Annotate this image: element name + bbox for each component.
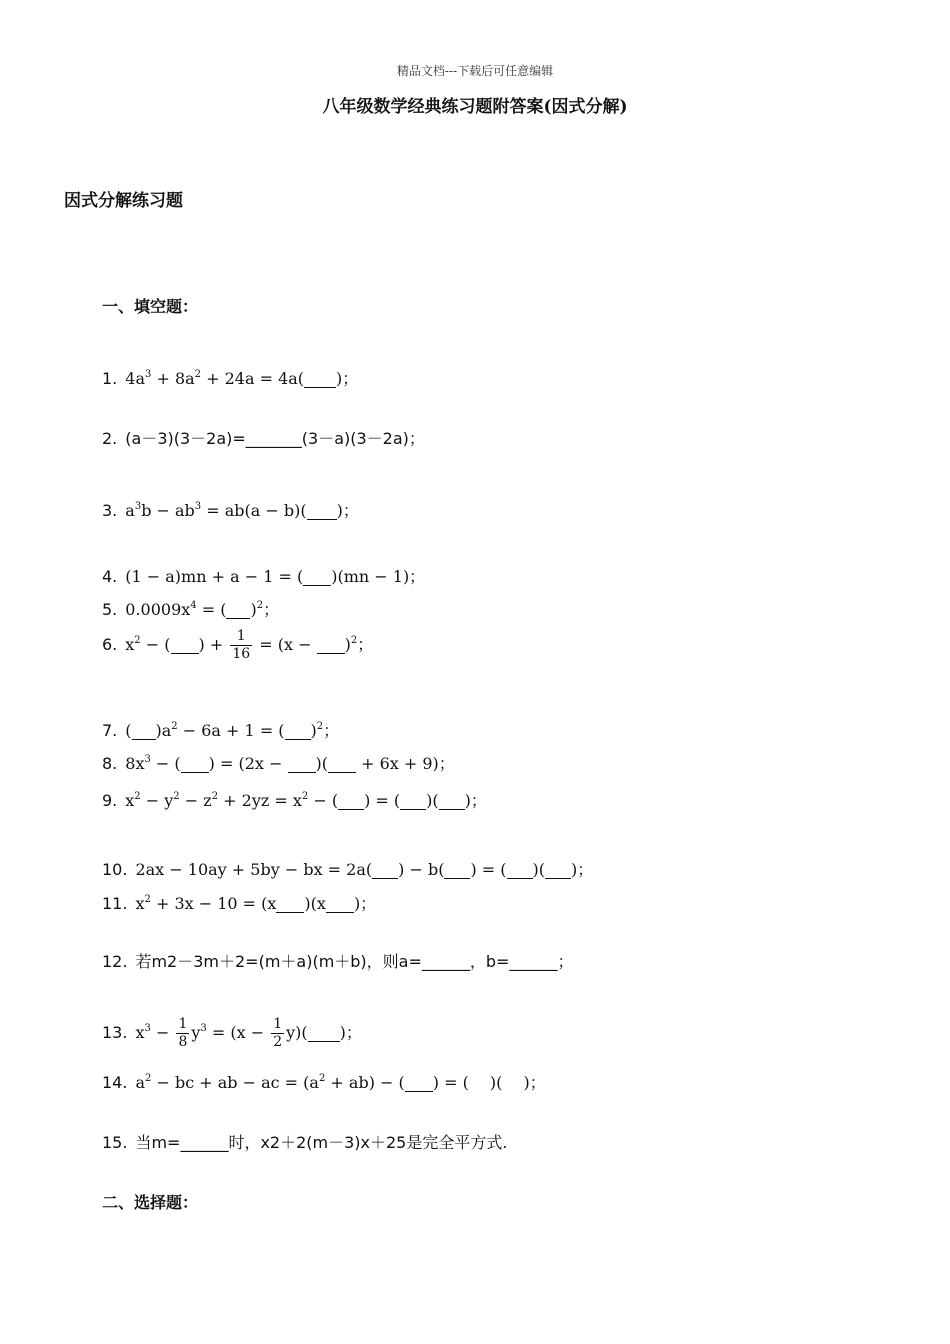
question-14: 14. $a^2$ − bc + ab − ac = $(a^2 + ab)$ − ( ) = ( )( )； (102, 1073, 546, 1092)
question-1: 1. $4a^3 + 8a^2 + 24a = 4a$( )； (102, 369, 359, 388)
answer-blank[interactable] (507, 861, 533, 879)
answer-blank[interactable] (400, 792, 426, 810)
question-4: 4. (1 − a)mn + a − 1 = ( )(mn − 1)； (102, 567, 426, 586)
page-title: 八年级数学经典练习题附答案(因式分解) (322, 97, 628, 117)
answer-blank[interactable] (304, 370, 336, 388)
question-9: 9. $x^2 - y^2 - z^2 + 2yz = x^2$ − ( ) = ( )( )； (102, 791, 487, 810)
answer-blank[interactable] (444, 861, 470, 879)
answer-blank[interactable] (181, 755, 209, 773)
subtitle: 因式分解练习题 (64, 191, 183, 211)
question-8: 8. $8x^3$ − ( ) = (2x − )( + 6x + 9)； (102, 754, 455, 773)
answer-blank[interactable] (276, 895, 304, 913)
question-2: 2. (a－3)(3－2a)=_______(3－a)(3－2a)； (102, 429, 425, 448)
answer-blank[interactable] (328, 755, 356, 773)
answer-blank[interactable] (326, 895, 354, 913)
header-note: 精品文档---下载后可任意编辑 (396, 64, 554, 78)
answer-blank[interactable] (545, 861, 571, 879)
section-fill-in-blank: 一、填空题： (102, 297, 199, 316)
question-5: 5. $0.0009x^4$ = ( )$^2$； (102, 600, 280, 619)
question-10: 10. 2ax − 10ay + 5by − bx = 2a( ) − b( ) = ( )( )； (102, 860, 594, 879)
question-15: 15. 当m=______时，x2＋2(m－3)x＋25是完全平方式. (102, 1133, 508, 1152)
answer-blank[interactable] (285, 722, 311, 740)
answer-blank[interactable] (226, 601, 250, 619)
answer-blank[interactable] (171, 636, 199, 654)
fraction: $\frac{1}{2}$ (273, 1016, 283, 1050)
answer-blank[interactable] (303, 568, 331, 586)
question-6: 6. $x^2$ − ( ) + $\frac{1}{16}$ = $(x - )^2$； (102, 628, 374, 662)
answer-blank[interactable] (317, 636, 345, 654)
answer-blank[interactable] (439, 792, 465, 810)
question-3: 3. $a^3b - ab^3 = ab(a - b)$( )； (102, 501, 359, 520)
answer-blank[interactable] (288, 755, 316, 773)
question-11: 11. $x^2 + 3x - 10 = (x$ )(x )； (102, 894, 377, 913)
section-multiple-choice: 二、选择题： (102, 1193, 199, 1212)
question-12: 12. 若m2－3m＋2=(m＋a)(m＋b)，则a=______，b=______； (102, 952, 574, 971)
question-13: 13. $x^3$ − $\frac{1}{8}$ $y^3 = (x$ − $\frac{1}{2}$ y)( )； (102, 1016, 362, 1050)
answer-blank[interactable] (372, 861, 398, 879)
fraction: $\frac{1}{16}$ (232, 628, 251, 662)
fraction: $\frac{1}{8}$ (178, 1016, 188, 1050)
answer-blank[interactable] (405, 1074, 433, 1092)
answer-blank[interactable] (132, 722, 156, 740)
question-7: 7. ( )$a^2 - 6a + 1$ = ( )$^2$； (102, 721, 340, 740)
answer-blank[interactable] (307, 502, 337, 520)
answer-blank[interactable] (338, 792, 364, 810)
answer-blank[interactable] (308, 1024, 340, 1042)
